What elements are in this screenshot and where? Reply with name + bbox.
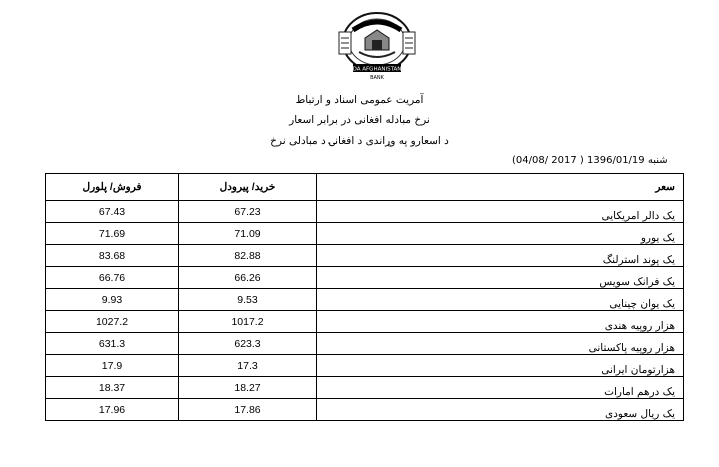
- bank-seal-logo: [333, 8, 421, 86]
- rate-title-dari: نرخ مبادله افغانی در برابر اسعار: [289, 114, 430, 126]
- table-row: [46, 377, 684, 399]
- currency-column-header: سعر: [317, 174, 684, 201]
- sell-rate: 17.96: [46, 399, 179, 421]
- sell-rate: 18.37: [46, 377, 179, 399]
- buy-rate: 66.26: [179, 267, 317, 289]
- table-row: [46, 311, 684, 333]
- buy-rate: 17.3: [179, 355, 317, 377]
- table-header-row: [46, 174, 684, 201]
- table-row: [46, 267, 684, 289]
- currency-name: یک پوند استرلنگ: [317, 245, 684, 267]
- table-row: [46, 355, 684, 377]
- rate-title-pashto: د اسعارو په وړاندی د افغانۍ د مبادلی نرخ: [270, 135, 449, 147]
- currency-name: هزار روپیه هندی: [317, 311, 684, 333]
- sell-rate: 67.43: [46, 201, 179, 223]
- sell-column-header: فروش/ پلورل: [46, 174, 179, 201]
- table-row: [46, 333, 684, 355]
- sell-rate: 631.3: [46, 333, 179, 355]
- currency-name: هزار روپیه پاکستانی: [317, 333, 684, 355]
- table-row: [46, 289, 684, 311]
- sell-rate: 71.69: [46, 223, 179, 245]
- buy-rate: 17.86: [179, 399, 317, 421]
- sell-rate: 66.76: [46, 267, 179, 289]
- exchange-rate-table: [45, 173, 684, 421]
- svg-text:BANK: BANK: [370, 75, 384, 81]
- svg-text:DA AFGHANISTAN: DA AFGHANISTAN: [352, 66, 402, 73]
- table-row: [46, 201, 684, 223]
- table-row: [46, 399, 684, 421]
- currency-name: یک یورو: [317, 223, 684, 245]
- buy-rate: 9.53: [179, 289, 317, 311]
- currency-name: یک یوان چینایی: [317, 289, 684, 311]
- currency-name: یک درهم امارات: [317, 377, 684, 399]
- sell-rate: 9.93: [46, 289, 179, 311]
- buy-rate: 71.09: [179, 223, 317, 245]
- rate-date: شنبه 1396/01/19 ( 2017 /04/08): [512, 155, 668, 166]
- table-row: [46, 245, 684, 267]
- sell-rate: 1027.2: [46, 311, 179, 333]
- currency-name: هزارتومان ایرانی: [317, 355, 684, 377]
- buy-rate: 18.27: [179, 377, 317, 399]
- buy-column-header: خرید/ پیرودل: [179, 174, 317, 201]
- currency-name: یک فرانک سویس: [317, 267, 684, 289]
- buy-rate: 1017.2: [179, 311, 317, 333]
- buy-rate: 67.23: [179, 201, 317, 223]
- department-title: آمریت عمومی اسناد و ارتباط: [295, 94, 424, 106]
- table-row: [46, 223, 684, 245]
- currency-name: یک دالر امریکایی: [317, 201, 684, 223]
- buy-rate: 623.3: [179, 333, 317, 355]
- buy-rate: 82.88: [179, 245, 317, 267]
- sell-rate: 83.68: [46, 245, 179, 267]
- currency-name: یک ریال سعودی: [317, 399, 684, 421]
- sell-rate: 17.9: [46, 355, 179, 377]
